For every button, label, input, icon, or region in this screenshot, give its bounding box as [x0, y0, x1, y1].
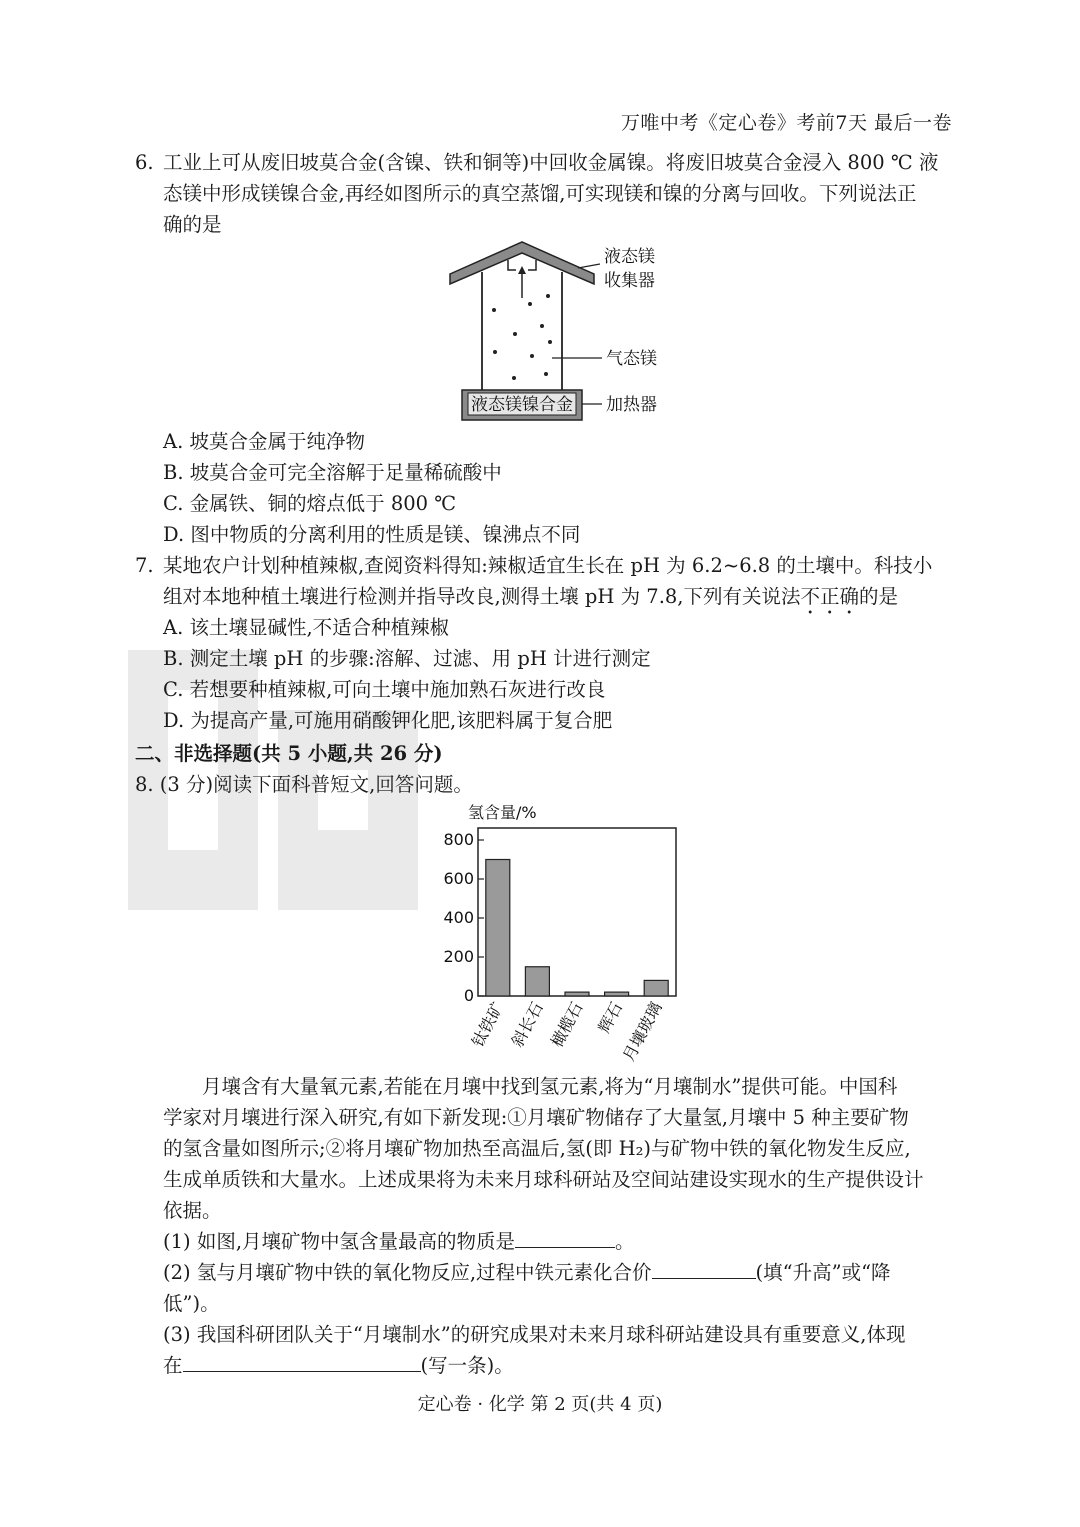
x-category-label: 斜长石 — [507, 998, 547, 1051]
vacuum-distillation-diagram — [440, 238, 700, 428]
bar-4 — [644, 980, 668, 996]
y-tick-label: 0 — [463, 986, 474, 1005]
question-6-option-d: D. 图中物质的分离利用的性质是镁、镍沸点不同 — [163, 523, 581, 546]
bar-1 — [525, 967, 549, 996]
question-6-option-b: B. 坡莫合金可完全溶解于足量稀硫酸中 — [163, 461, 502, 484]
alloy-label: 液态镁镍合金 — [471, 395, 573, 415]
hydrogen-content-chart — [420, 796, 710, 1066]
question-7-option-a: A. 该土壤显碱性,不适合种植辣椒 — [163, 616, 450, 639]
question-8-head: 8. (3 分)阅读下面科普短文,回答问题。 — [135, 773, 473, 796]
x-category-label: 辉石 — [594, 998, 627, 1037]
leader-collector — [578, 264, 600, 268]
question-number: 6. — [135, 151, 154, 174]
answer-blank-2[interactable] — [652, 1258, 756, 1279]
question-6-line-1: 6. 工业上可从废旧坡莫合金(含镍、铁和铜等)中回收金属镍。将废旧坡莫合金浸入 800 ℃ 液 — [135, 147, 955, 178]
answer-blank-1[interactable] — [515, 1227, 615, 1248]
passage-line-4: 生成单质铁和大量水。上述成果将为未来月球科研站及空间站建设实现水的生产提供设计 — [163, 1168, 924, 1191]
sub-question-1: (1) 如图,月壤矿物中氢含量最高的物质是 。 — [163, 1226, 953, 1257]
y-tick-label: 400 — [443, 908, 474, 927]
question-6-line-2: 态镁中形成镁镍合金,再经如图所示的真空蒸馏,可实现镁和镍的分离与回收。下列说法正 — [163, 182, 917, 205]
passage-line-3: 的氢含量如图所示;②将月壤矿物加热至高温后,氢(即 H₂)与矿物中铁的氧化物发生反应, — [163, 1137, 911, 1160]
y-tick-label: 600 — [443, 869, 474, 888]
question-6-line-3: 确的是 — [163, 213, 222, 236]
sub-question-3: (3) 我国科研团队关于“月壤制水”的研究成果对未来月球科研站建设具有重要意义,体现 — [163, 1323, 906, 1346]
chart-ylabel: 氢含量/% — [468, 803, 537, 822]
gas-label: 气态镁 — [606, 349, 657, 369]
y-tick-label: 800 — [443, 830, 474, 849]
question-7-option-d: D. 为提高产量,可施用硝酸钾化肥,该肥料属于复合肥 — [163, 709, 613, 732]
passage-line-2: 学家对月壤进行深入研究,有如下新发现:①月壤矿物储存了大量氢,月壤中 5 种主要矿物 — [163, 1106, 909, 1129]
gaseous-magnesium-dots — [492, 294, 552, 380]
question-number: 7. — [135, 554, 154, 577]
passage-line-1: 月壤含有大量氧元素,若能在月壤中找到氢元素,将为“月壤制水”提供可能。中国科 — [202, 1075, 898, 1098]
heater-label: 加热器 — [606, 395, 657, 415]
emphasis-not-correct: 不正确 — [800, 585, 860, 608]
page-footer: 定心卷 · 化学 第 2 页(共 4 页) — [417, 1394, 663, 1415]
collector-label-2: 收集器 — [604, 271, 655, 291]
question-6-option-a: A. 坡莫合金属于纯净物 — [163, 430, 365, 453]
page-header: 万唯中考《定心卷》考前7天 最后一卷 — [620, 112, 952, 134]
x-category-label: 钛铁矿 — [468, 998, 508, 1051]
sub-question-2-cont: 低”)。 — [163, 1292, 220, 1315]
question-6-option-c: C. 金属铁、铜的熔点低于 800 ℃ — [163, 492, 457, 515]
y-tick-label: 200 — [443, 947, 474, 966]
question-7-line-2: 组对本地种植土壤进行检测并指导改良,测得土壤 pH 为 7.8,下列有关说法不正确的是 — [163, 585, 899, 608]
question-6 — [135, 147, 955, 240]
sub-question-3-cont: 在 (写一条)。 — [163, 1350, 953, 1381]
question-7-option-b: B. 测定土壤 pH 的步骤:溶解、过滤、用 pH 计进行测定 — [163, 647, 651, 670]
bar-2 — [565, 992, 589, 996]
question-7-option-c: C. 若想要种植辣椒,可向土壤中施加熟石灰进行改良 — [163, 678, 606, 701]
question-7-line-1: 7. 某地农户计划种植辣椒,查阅资料得知:辣椒适宜生长在 pH 为 6.2~6.8 的土壤中。科技小 — [135, 550, 955, 581]
sub-question-2: (2) 氢与月壤矿物中铁的氧化物反应,过程中铁元素化合价 (填“升高”或“降 — [163, 1257, 953, 1288]
answer-blank-3[interactable] — [183, 1351, 421, 1372]
question-7 — [135, 550, 955, 619]
x-category-label: 橄榄石 — [547, 998, 587, 1051]
passage-line-5: 依据。 — [163, 1199, 222, 1222]
x-category-label: 月壤玻璃 — [618, 998, 666, 1065]
bar-3 — [605, 992, 629, 996]
vapor-arrow-head — [518, 266, 526, 274]
bar-0 — [486, 860, 510, 997]
section-title: 二、非选择题(共 5 小题,共 26 分) — [135, 742, 443, 765]
collector-label-1: 液态镁 — [604, 247, 655, 267]
question-8-passage — [163, 1071, 953, 1381]
